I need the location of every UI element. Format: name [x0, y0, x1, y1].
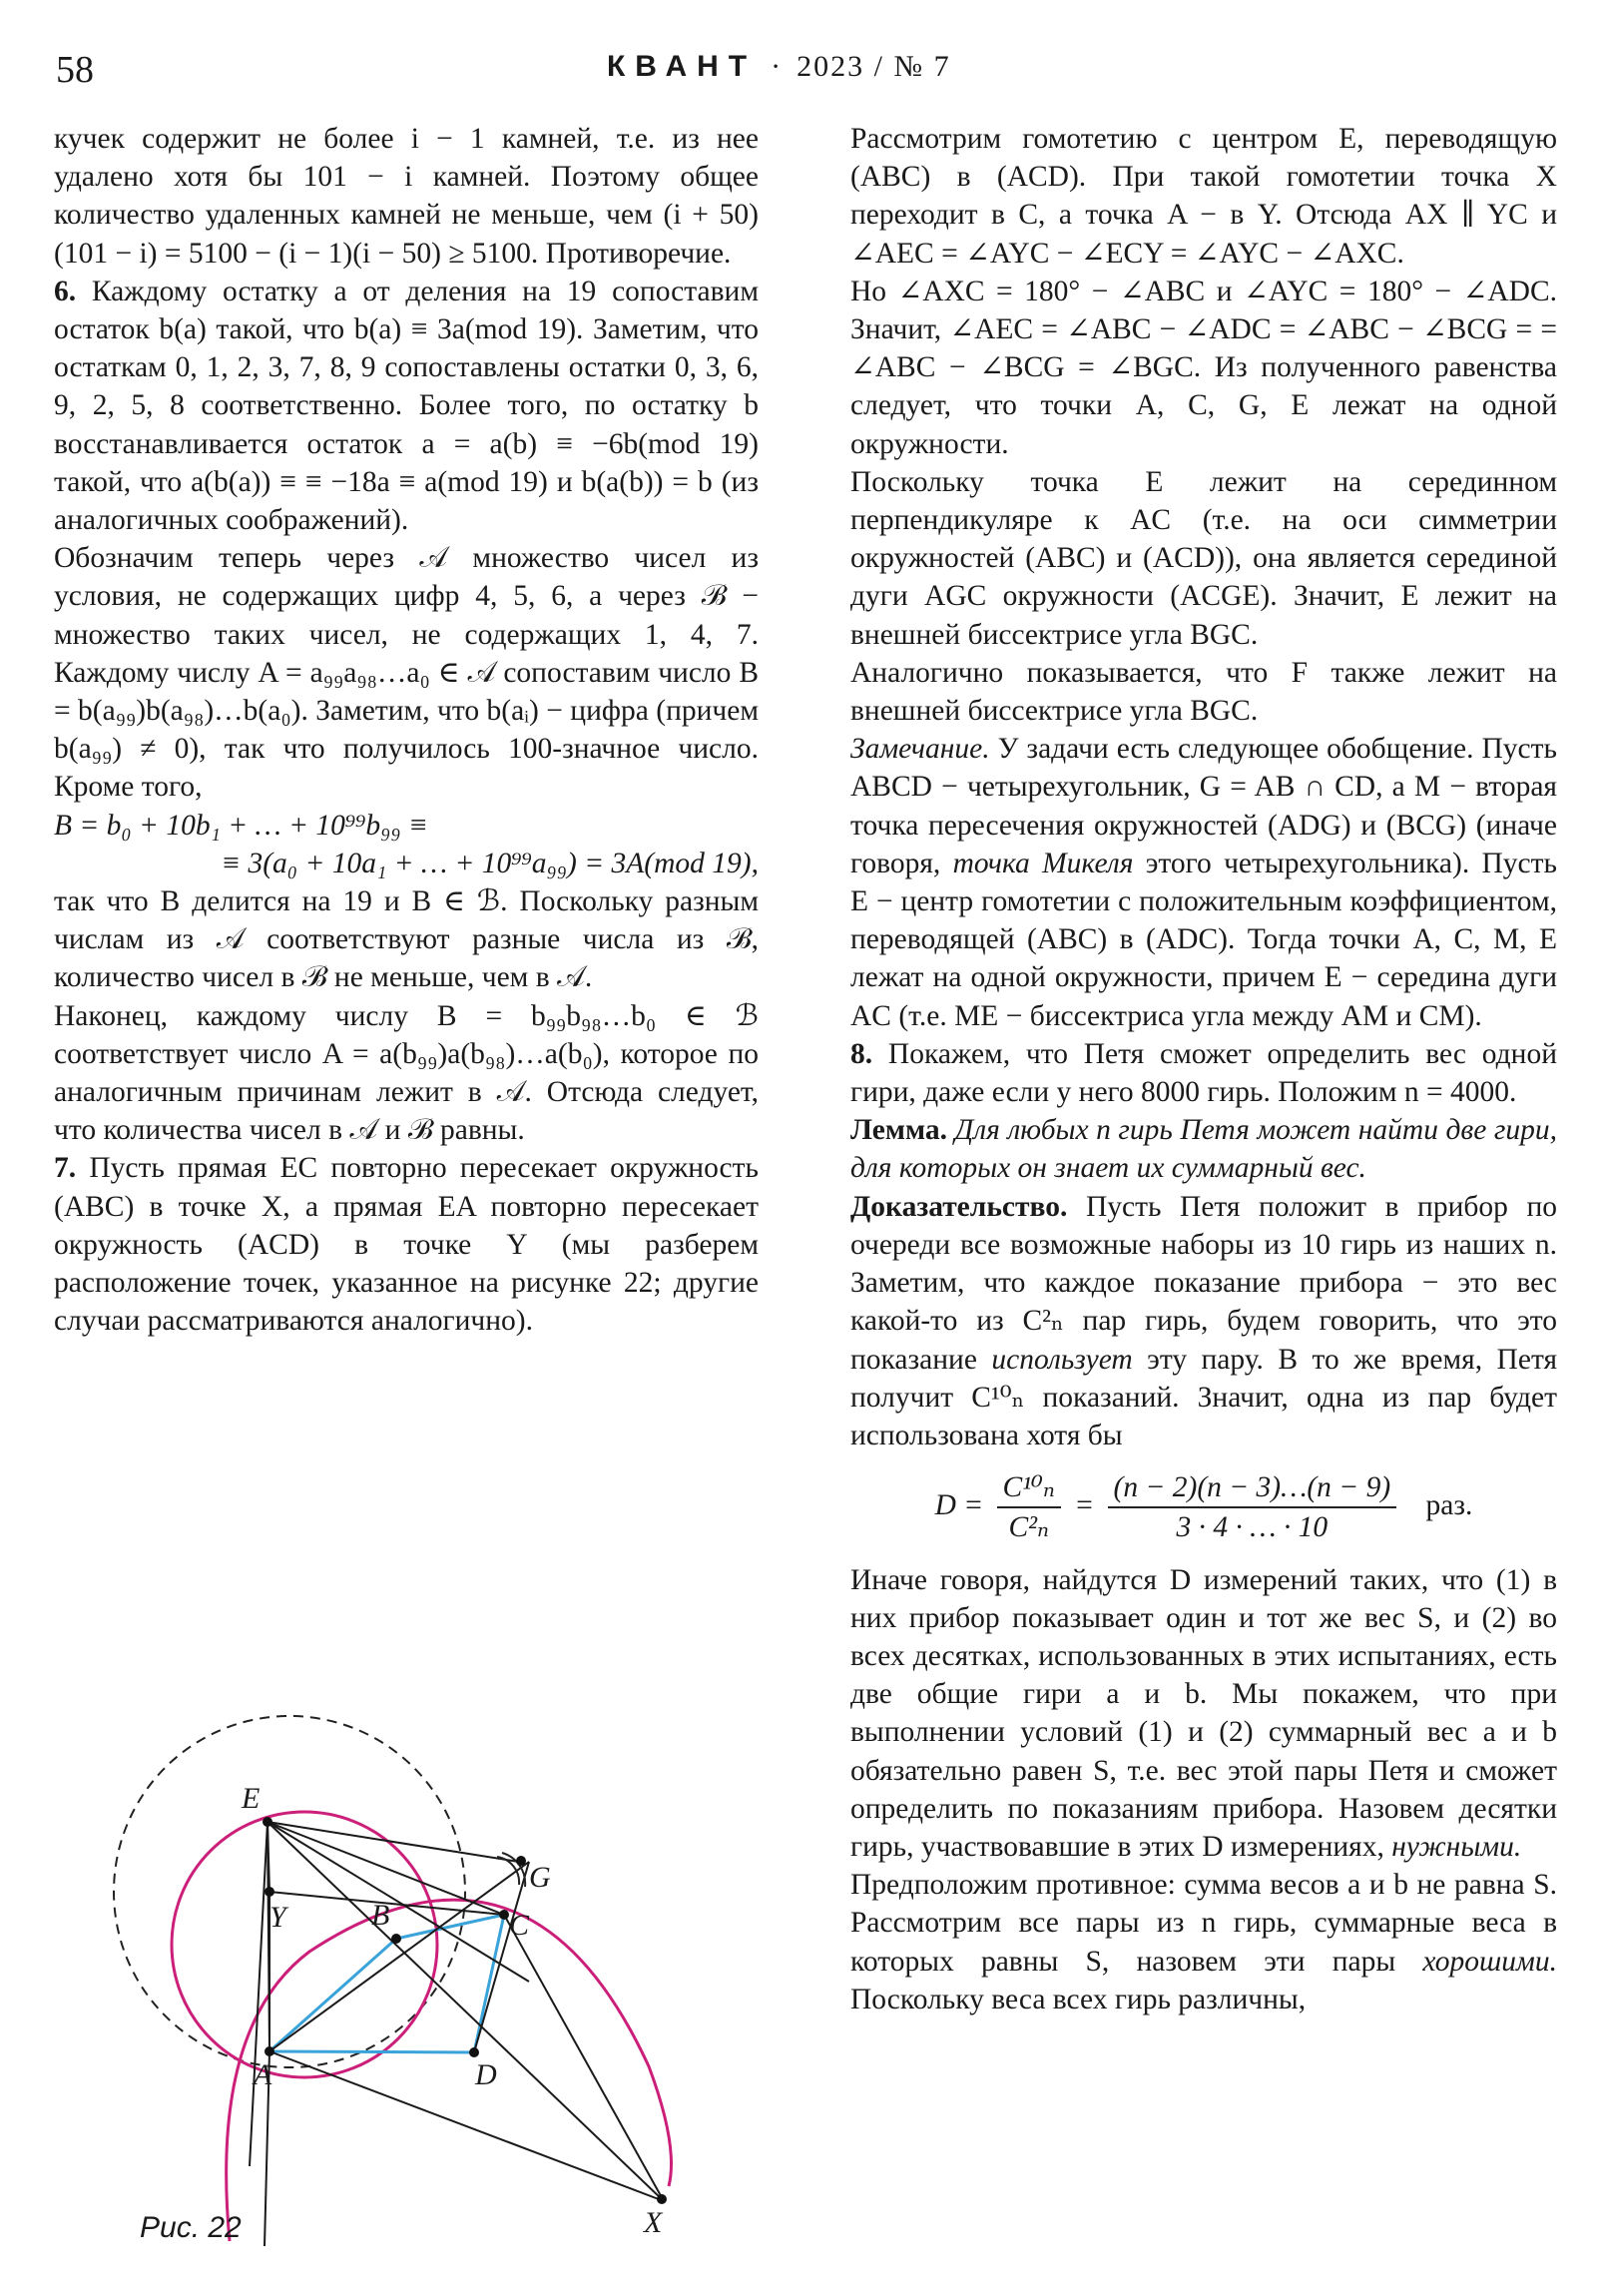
- journal-issue: 2023 / № 7: [797, 50, 951, 83]
- proof-text: Пусть Петя положит в прибор по очереди все возможные наборы из 10 гирь из наших n. Заметим, что каждое показание прибора − это вес какой-то из C²ₙ пар гирь, будем говорить, что это показание: [850, 1190, 1557, 1376]
- dashed-circle: [114, 1716, 465, 2067]
- paragraph-text: Иначе говоря, найдутся D измерений таких, что (1) в них прибор показывает один и тот же вес S, и (2) во всех десятках, использованных в этих испытаниях, есть две общие гири a и b. Мы покажем, что при выполнении условий (1) и (2) суммарный вес a и b обязательно равен S, т.е. вес этой пары Петя и сможет определить по показаниям прибора. Назовем десятки гирь, участвовавшие в этих D измерениях,: [850, 1563, 1557, 1863]
- fraction-top: C¹⁰ₙ: [997, 1468, 1061, 1508]
- proof-head: Доказательство.: [850, 1190, 1068, 1223]
- formula-part: раз.: [1425, 1489, 1473, 1522]
- paragraph: Обозначим теперь через 𝒜 множество чисел из условия, не содержащих цифр 4, 5, 6, а через ℬ − множество таких чисел, не содержащих 1, 4, 7. Каждому числу A = a₉₉a₉₈…a₀ ∈ 𝒜 сопоставим число B = b(a₉₉)b(a₉₈)…b(a₀). Заметим, что b(aᵢ) − цифра (причем b(a₉₉) ≠ 0), так что получилось 100-значное число. Кроме того,: [54, 542, 759, 804]
- paragraph: Поскольку точка E лежит на серединном перпендикуляре к AC (т.е. на оси симметрии окружностей (ABC) и (ACD)), она является серединой дуги AGC окружности (ACGE). Значит, E лежит на внешней биссектрисе угла BGC.: [850, 465, 1557, 651]
- label-e: E: [242, 1782, 261, 1815]
- paragraph: [850, 1561, 1557, 1867]
- paragraph: Каждому остатку a от деления на 19 сопоставим остаток b(a) такой, что b(a) ≡ 3a(mod 19). Заметим, что остаткам 0, 1, 2, 3, 7, 8, 9 сопоставлены остатки 0, 3, 6, 9, 2, 5, 8 соответственно. Более того, по остатку b восстанавливается остаток a = a(b) ≡ −6b(mod 19) такой, что a(b(a)) ≡ ≡ −18a ≡ a(mod 19) и b(a(b)) = b (из аналогичных соображений).: [54, 275, 760, 537]
- paragraph: Покажем, что Петя сможет определить вес одной гири, даже если у него 8000 гирь. Положим n = 4000.: [850, 1037, 1557, 1109]
- journal-title: КВАНТ · 2023 / № 7: [607, 50, 951, 83]
- label-g: G: [529, 1861, 551, 1894]
- figure-22: [110, 1647, 789, 2256]
- good-term: хорошими.: [1422, 1945, 1558, 1978]
- paragraph: Пусть прямая EC повторно пересекает окружность (ABC) в точке X, а прямая EA повторно пересекает окружность (ACD) в точке Y (мы разберем расположение точек, указанное на рисунке 22; другие случаи рассматриваются аналогично).: [54, 1152, 759, 1338]
- figure-caption: Рис. 22: [140, 2211, 242, 2244]
- fraction-bottom: 3 · 4 · … · 10: [1176, 1511, 1329, 1544]
- formula-part: =: [1074, 1489, 1095, 1522]
- label-y: Y: [269, 1901, 286, 1934]
- fraction-top: (n − 2)(n − 3)…(n − 9): [1108, 1468, 1397, 1508]
- lemma-head: Лемма.: [850, 1114, 947, 1147]
- label-c: C: [509, 1909, 530, 1942]
- formula-d: [850, 1468, 1557, 1546]
- fraction-bottom: C²ₙ: [1008, 1511, 1049, 1544]
- left-column: [54, 120, 759, 1341]
- paragraph: [850, 1866, 1557, 2018]
- label-x: X: [644, 2206, 663, 2239]
- problem-6: [54, 273, 759, 539]
- formula-line-1: B = b₀ + 10b₁ + … + 10⁹⁹b₉₉ ≡: [54, 809, 428, 842]
- paragraph: Но ∠AXC = 180° − ∠ABC и ∠AYC = 180° − ∠ADC. Значит, ∠AEC = ∠ABC − ∠ADC = ∠ABC − ∠BCG = = ∠ABC − ∠BCG = ∠BGC. Из полученного равенства следует, что точки A, C, G, E лежат на одной окружности.: [850, 275, 1557, 460]
- journal-name: КВАНТ: [607, 50, 758, 83]
- page-number: 58: [56, 49, 94, 91]
- page-header: [0, 42, 1597, 92]
- label-a: A: [254, 2058, 272, 2091]
- right-column: [850, 120, 1557, 2018]
- proof-text: эту пару. В то же время, Петя получит C¹⁰ₙ показаний. Значит, одна из пар будет использована хотя бы: [850, 1343, 1558, 1451]
- remark-text: этого четырехугольника). Пусть E − центр гомотетии с положительным коэффициентом, переводящей (ABC) в (ADC). Тогда точки A, C, M, E лежат на одной окружности, причем E − середина дуги AC (т.е. ME − биссектриса угла между AM и CM).: [850, 847, 1557, 1032]
- formula-part: D =: [934, 1489, 984, 1522]
- fraction: [997, 1468, 1061, 1546]
- remark: [850, 730, 1557, 1035]
- paragraph: Наконец, каждому числу B = b₉₉b₉₈…b₀ ∈ ℬ соответствует число A = a(b₉₉)a(b₉₈)…a(b₀), которое по аналогичным причинам лежит в 𝒜. Отсюда следует, что количества чисел в 𝒜 и ℬ равны.: [54, 999, 759, 1147]
- miquel-point-term: точка Микеля: [952, 847, 1134, 879]
- paragraph: кучек содержит не более i − 1 камней, т.е. из нее удалено хотя бы 101 − i камней. Поэтому общее количество удаленных камней не меньше, чем (i + 50)(101 − i) = 5100 − (i − 1)(i − 50) ≥ 5100. Противоречие.: [54, 123, 759, 270]
- geometry-diagram: [110, 1647, 789, 2256]
- paragraph: Аналогично показывается, что F также лежит на внешней биссектрисе угла BGC.: [850, 656, 1557, 728]
- problem-8: [850, 1035, 1557, 1111]
- problem-number: 8.: [850, 1037, 873, 1070]
- remark-head: Замечание.: [850, 733, 990, 766]
- label-b: B: [371, 1899, 390, 1932]
- fraction: [1108, 1468, 1397, 1546]
- needed-term: нужными.: [1391, 1830, 1522, 1863]
- problem-number: 7.: [54, 1152, 77, 1185]
- lemma: [850, 1111, 1557, 1187]
- proof: [850, 1188, 1557, 1454]
- big-arc: [227, 1900, 672, 2241]
- paragraph: Рассмотрим гомотетию с центром E, переводящую (ABC) в (ACD). При такой гомотетии точка X переходит в C, а точка A − в Y. Отсюда AX ∥ YC и ∠AEC = ∠AYC − ∠ECY = ∠AYC − ∠AXC.: [850, 123, 1557, 270]
- problem-7: [54, 1149, 759, 1340]
- remark-text: У задачи есть следующее обобщение. Пусть ABCD − четырехугольник, G = AB ∩ CD, а M − вторая точка пересечения окружностей (ADG) и (BCG) (иначе говоря,: [850, 733, 1557, 879]
- uses-term: использует: [991, 1343, 1133, 1376]
- circle-abcd: [172, 1812, 437, 2077]
- paragraph: так что B делится на 19 и B ∈ ℬ. Поскольку разным числам из 𝒜 соответствуют разные числа из ℬ, количество чисел в ℬ не меньше, чем в 𝒜.: [54, 885, 759, 994]
- problem-number: 6.: [54, 275, 77, 307]
- formula-line-2: ≡ 3(a₀ + 10a₁ + … + 10⁹⁹a₉₉) = 3A(mod 19),: [221, 847, 759, 879]
- lemma-text: Для любых n гирь Петя может найти две гири, для которых он знает их суммарный вес.: [850, 1114, 1557, 1185]
- construction-lines: [250, 1822, 664, 2246]
- paragraph-text: Предположим противное: сумма весов a и b не равна S. Рассмотрим все пары из n гирь, суммарные веса в которых равны S, назовем эти пары: [850, 1869, 1557, 1978]
- paragraph-text: Поскольку веса всех гирь различны,: [850, 1983, 1307, 2015]
- label-d: D: [475, 2058, 497, 2091]
